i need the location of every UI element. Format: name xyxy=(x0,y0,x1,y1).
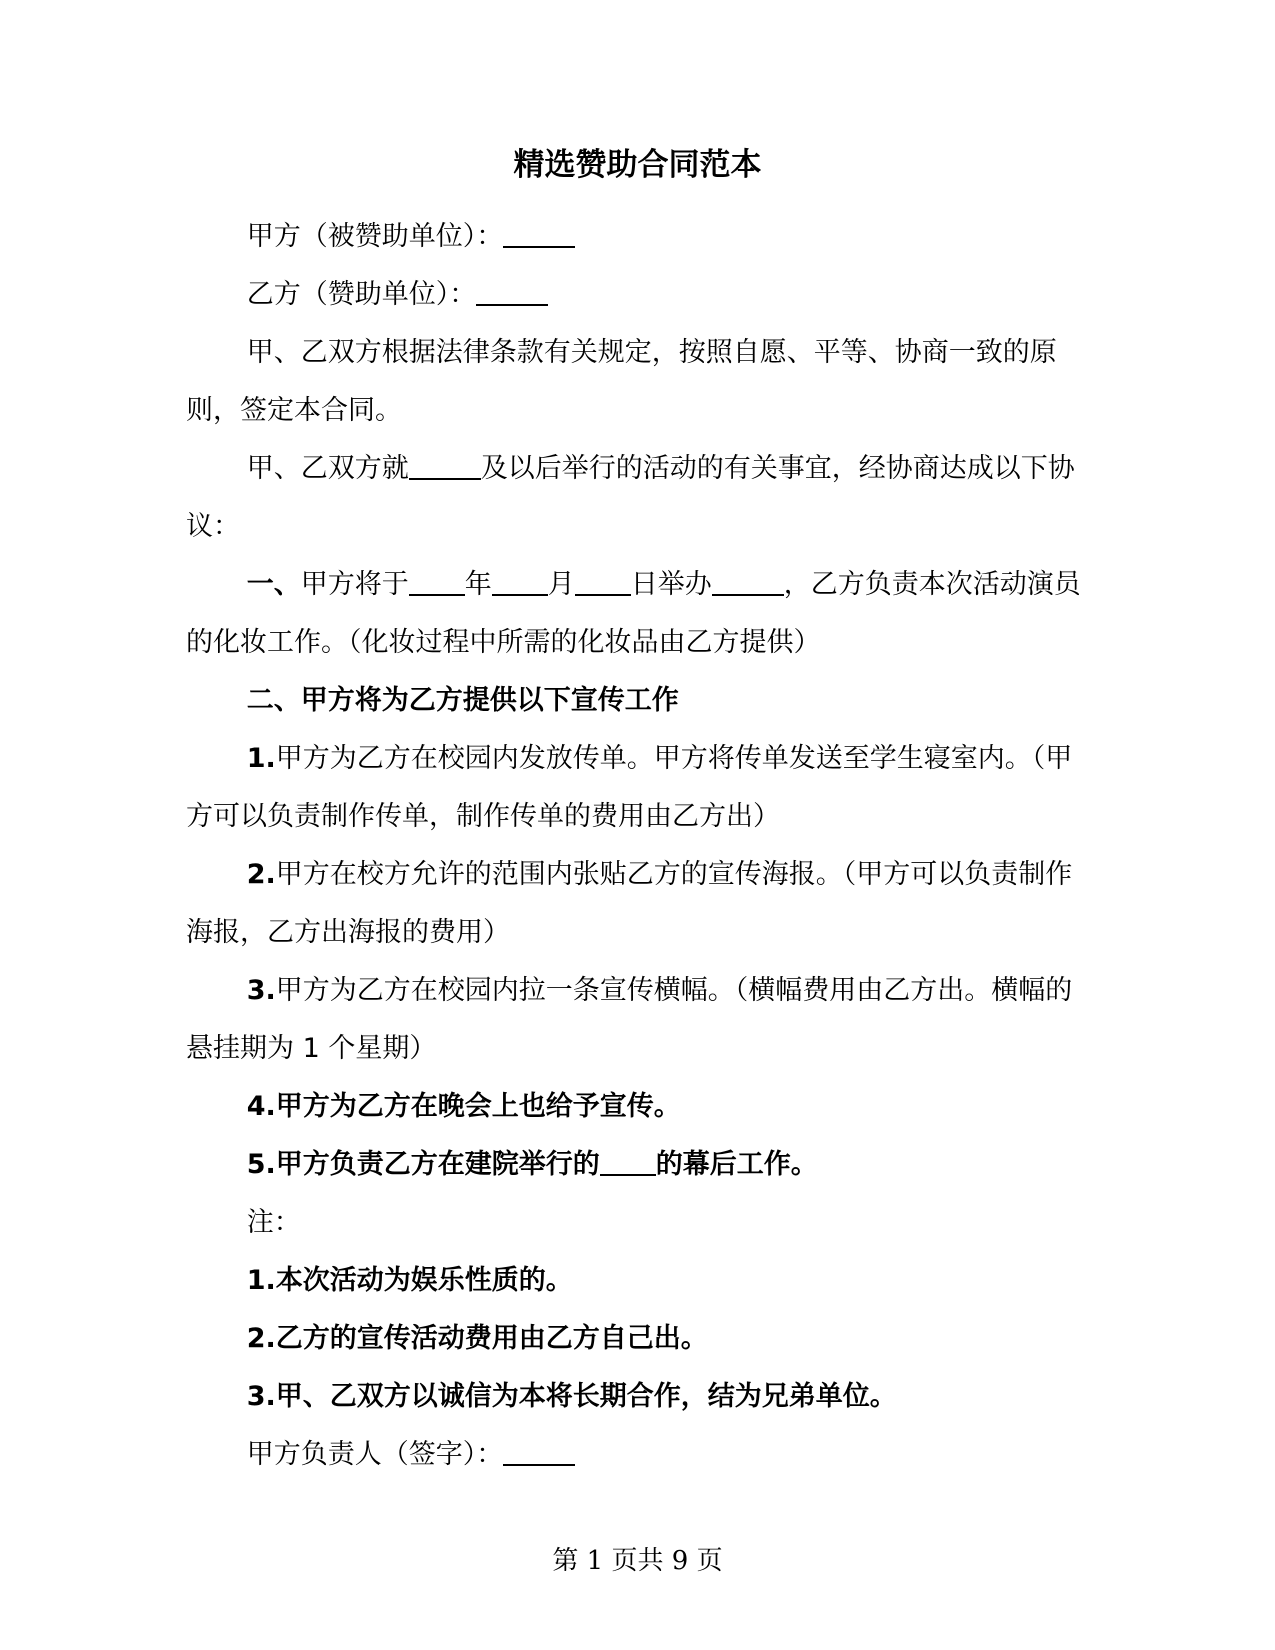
intro-paragraph: 甲、乙双方根据法律条款有关规定，按照自愿、平等、协商一致的原则，签定本合同。 xyxy=(186,337,1057,426)
blank-line xyxy=(503,1437,575,1466)
note-item: 3.甲、乙双方以诚信为本将长期合作，结为兄弟单位。 xyxy=(246,1381,897,1412)
blank-line xyxy=(409,451,481,480)
blank-line xyxy=(492,567,548,596)
blank-line xyxy=(409,567,465,596)
agreement-paragraph: 甲、乙双方就 及以后举行的活动的有关事宜，经协商达成以下协议： xyxy=(186,453,1075,542)
clause-1: 一、甲方将于 年 月 日举办 ，乙方负责本次活动演员的化妆工作。（化妆过程中所需的化妆品由乙方提供） xyxy=(186,569,1081,658)
signature-line: 甲方负责人（签字）： xyxy=(186,1426,1086,1484)
list-item: 4.甲方为乙方在晚会上也给予宣传。 xyxy=(246,1091,681,1122)
list-item: 5.甲方负责乙方在建院举行的 的幕后工作。 xyxy=(246,1149,818,1180)
blank-line xyxy=(575,567,631,596)
list-item: 2.甲方在校方允许的范围内张贴乙方的宣传海报。（甲方可以负责制作海报，乙方出海报的费用） xyxy=(186,859,1073,948)
document-body xyxy=(186,208,1086,1484)
note-item: 2.乙方的宣传活动费用由乙方自己出。 xyxy=(246,1323,708,1354)
note-label: 注： xyxy=(246,1207,301,1238)
list-item: 1.甲方为乙方在校园内发放传单。甲方将传单发送至学生寝室内。（甲方可以负责制作传单，制作传单的费用由乙方出） xyxy=(186,743,1073,832)
blank-line xyxy=(600,1147,656,1176)
document-title: 精选赞助合同范本 xyxy=(513,147,762,183)
list-item: 3.甲方为乙方在校园内拉一条宣传横幅。（横幅费用由乙方出。横幅的悬挂期为 1 个星期） xyxy=(186,975,1073,1064)
blank-line xyxy=(712,567,784,596)
note-item: 1.本次活动为娱乐性质的。 xyxy=(246,1265,573,1296)
clause-2-heading: 二、甲方将为乙方提供以下宣传工作 xyxy=(246,685,679,716)
blank-line xyxy=(476,277,548,306)
party-b-line: 乙方（赞助单位）： xyxy=(186,266,1086,324)
party-a-line: 甲方（被赞助单位）： xyxy=(186,208,1086,266)
blank-line xyxy=(503,219,575,248)
page-footer: 第 1 页共 9 页 xyxy=(552,1546,723,1576)
